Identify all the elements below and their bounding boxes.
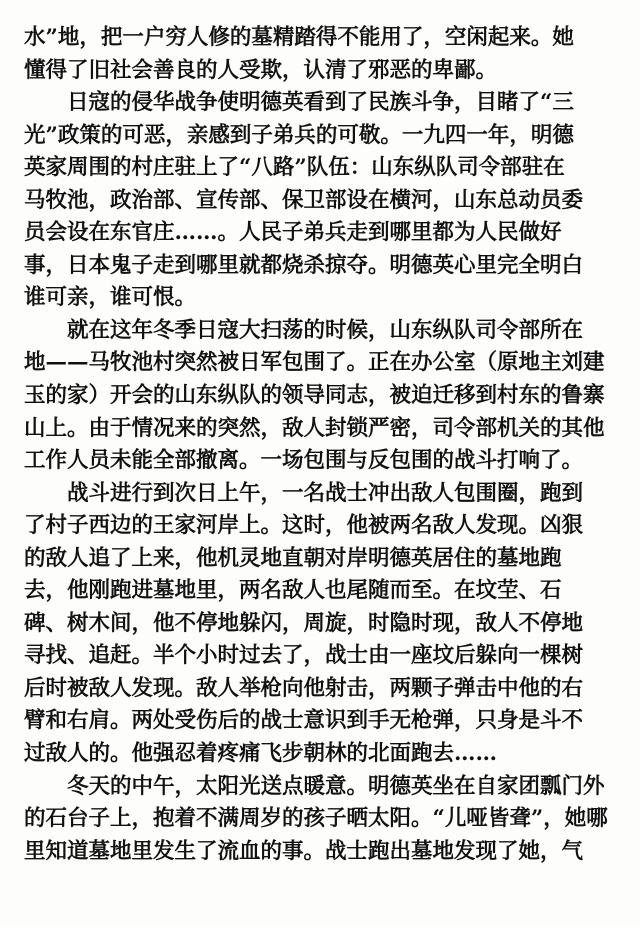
text-line: 员会设在东官庄……。人民子弟兵走到哪里都为人民做好 [24, 220, 562, 246]
text-line: 水”地，把一户穷人修的墓精踏得不能用了，空闲起来。她 [24, 25, 574, 50]
paragraph-1 [24, 22, 614, 87]
paragraph-5 [24, 771, 614, 869]
text-line: 事，日本鬼子走到哪里就都烧杀掠夺。明德英心里完全明白 [24, 252, 584, 278]
text-line: 马牧池，政治部、宣传部、保卫部设在横河，山东总动员委 [24, 187, 584, 213]
text-line: 冬天的中午，太阳光送点暖意。明德英坐在自家团瓢门外 [67, 773, 605, 799]
text-line: 的石台子上，抱着不满周岁的孩子晒太阳。“儿哑皆聋”，她哪 [24, 806, 608, 832]
text-line: 懂得了旧社会善良的人受欺，认清了邪恶的卑鄙。 [24, 57, 498, 83]
body-text [24, 22, 614, 868]
text-line: 英家周围的村庄驻上了“八路”队伍：山东纵队司令部驻在 [24, 155, 565, 181]
text-line: 里知道墓地里发生了流血的事。战士跑出墓地发现了她，气 [24, 838, 584, 864]
text-line: 谁可亲，谁可恨。 [24, 285, 197, 311]
text-line: 寻找、追赶。半个小时过去了，战士由一座坟后躲向一棵树 [24, 643, 584, 669]
text-line: 山上。由于情况来的突然，敌人封锁严密，司令部机关的其他 [24, 415, 605, 441]
text-line: 玉的家）开会的山东纵队的领导同志，被迫迁移到村东的鲁寨 [24, 383, 605, 409]
text-line: 的敌人追了上来，他机灵地直朝对岸明德英居住的墓地跑 [24, 545, 562, 571]
paragraph-3 [24, 315, 614, 478]
text-line: 碑、树木间，他不停地躲闪，周旋，时隐时现，敌人不停地 [24, 610, 584, 636]
text-line: 战斗进行到次日上午，一名战士冲出敌人包围圈，跑到 [67, 480, 584, 506]
text-line: 了村子西边的王家河岸上。这时，他被两名敌人发现。凶狠 [24, 513, 584, 539]
text-line: 工作人员未能全部撤离。一场包围与反包围的战斗打响了。 [24, 448, 584, 474]
paragraph-2 [24, 87, 614, 315]
text-line: 臂和右肩。两处受伤后的战士意识到手无枪弹，只身是斗不 [24, 708, 584, 734]
paragraph-4 [24, 478, 614, 771]
text-line: 就在这年冬季日寇大扫荡的时候，山东纵队司令部所在 [67, 317, 584, 343]
text-line: 去，他刚跑进墓地里，两名敌人也尾随而至。在坟茔、石 [24, 578, 562, 604]
text-line: 日寇的侵华战争使明德英看到了民族斗争，目睹了“三 [67, 90, 574, 116]
text-line: 地——马牧池村突然被日军包围了。正在办公室（原地主刘建 [24, 350, 605, 376]
text-line: 过敌人的。他强忍着疼痛飞步朝林的北面跑去…… [24, 741, 498, 767]
text-line: 后时被敌人发现。敌人举枪向他射击，两颗子弹击中他的右 [24, 675, 584, 701]
text-line: 光”政策的可恶，亲感到子弟兵的可敬。一九四一年，明德 [24, 122, 574, 148]
